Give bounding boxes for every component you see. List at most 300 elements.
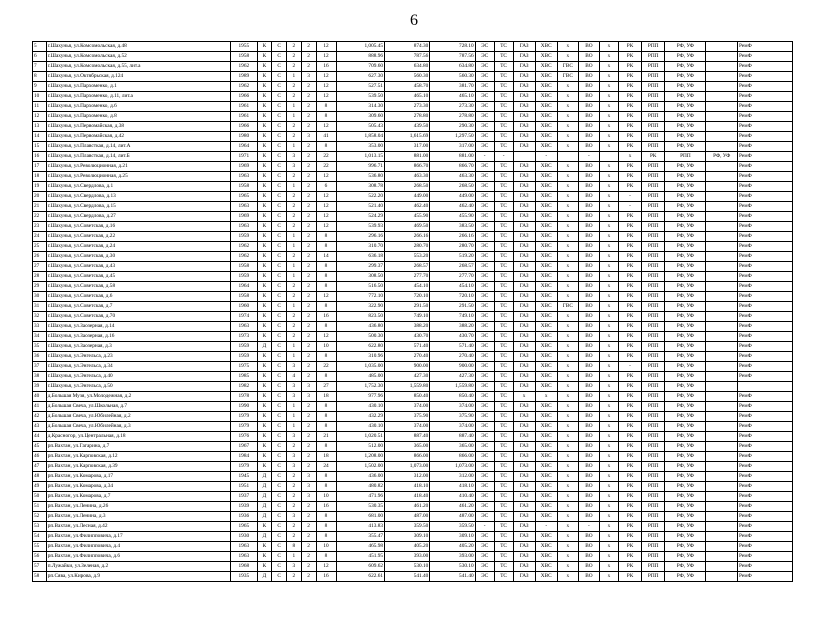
cell-chute: х bbox=[599, 112, 618, 122]
cell-facade: РФ, УФ bbox=[665, 302, 706, 312]
cell-sewerage: ВО bbox=[578, 82, 599, 92]
cell-row-number: 58 bbox=[33, 572, 47, 582]
cell-residential-area: 427.30 bbox=[430, 372, 475, 382]
cell-rpp: РПП bbox=[642, 382, 665, 392]
cell-year-built: 1959 bbox=[231, 272, 257, 282]
cell-year-built: 1962 bbox=[231, 242, 257, 252]
cell-rpp: РПП bbox=[642, 352, 665, 362]
cell-residential-area: 430.70 bbox=[430, 332, 475, 342]
cell-apartments: 8 bbox=[316, 522, 336, 532]
cell-heating: ТС bbox=[494, 52, 513, 62]
cell-facade: РФ, УФ bbox=[665, 282, 706, 292]
cell-sewerage: ВО bbox=[578, 322, 599, 332]
cell-cold-water: ХВС bbox=[535, 52, 557, 62]
cell-ownership: С bbox=[272, 312, 287, 322]
cell-rpp: РПП bbox=[642, 302, 665, 312]
cell-gas: ГАЗ bbox=[513, 292, 535, 302]
cell-heating: ТС bbox=[494, 382, 513, 392]
cell-facade: РФ, УФ bbox=[665, 132, 706, 142]
cell-sewerage: ВО bbox=[578, 332, 599, 342]
cell-residential-area: 881.00 bbox=[430, 152, 475, 162]
cell-sewerage: ВО bbox=[578, 112, 599, 122]
table-row bbox=[33, 512, 793, 522]
cell-heating: ТС bbox=[494, 302, 513, 312]
cell-residential-area: 560.30 bbox=[430, 72, 475, 82]
cell-rpp: РПП bbox=[642, 572, 665, 582]
cell-sewerage: ВО bbox=[578, 402, 599, 412]
cell-remark: РемФ bbox=[738, 52, 793, 62]
cell-year-built: 1964 bbox=[231, 282, 257, 292]
cell-repair-class: РК bbox=[618, 532, 641, 542]
cell-cold-water: х bbox=[535, 392, 557, 402]
cell-apartments: 8 bbox=[316, 322, 336, 332]
cell-total-area: 512.00 bbox=[336, 442, 384, 452]
table-row bbox=[33, 122, 793, 132]
cell-remark: РемФ bbox=[738, 72, 793, 82]
cell-rpp: РПП bbox=[642, 182, 665, 192]
cell-year-built: 1939 bbox=[231, 502, 257, 512]
cell-total-area: 308.50 bbox=[336, 272, 384, 282]
cell-total-area: 609.62 bbox=[336, 562, 384, 572]
cell-year-built: 1959 bbox=[231, 232, 257, 242]
cell-cold-water: ХВС bbox=[535, 172, 557, 182]
cell-repair-class: РК bbox=[618, 372, 641, 382]
cell-facade: РФ, УФ bbox=[665, 262, 706, 272]
cell-residential-area: 866.70 bbox=[430, 162, 475, 172]
cell-residential-area: 1,297.50 bbox=[430, 132, 475, 142]
cell-hot-water: х bbox=[557, 162, 578, 172]
cell-remark: РемФ bbox=[738, 452, 793, 462]
cell-living-area: 405.20 bbox=[385, 542, 430, 552]
cell-repair-class: РК bbox=[618, 132, 641, 142]
cell-remark: РемФ bbox=[738, 142, 793, 152]
cell-wall-material: К bbox=[257, 402, 272, 412]
cell-facade: РФ, УФ bbox=[665, 462, 706, 472]
cell-residential-area: 365.00 bbox=[430, 442, 475, 452]
cell-electricity: ЭС bbox=[475, 572, 494, 582]
cell-extra bbox=[706, 442, 738, 452]
cell-living-area: 273.30 bbox=[385, 102, 430, 112]
cell-address: г.Шахунья, ул.Пархоменко, д.11, лит.а bbox=[46, 92, 230, 102]
cell-hot-water: х bbox=[557, 142, 578, 152]
cell-repair-class: РК bbox=[618, 522, 641, 532]
cell-heating: ТС bbox=[494, 372, 513, 382]
cell-year-built: 1973 bbox=[231, 332, 257, 342]
cell-entrances: 2 bbox=[287, 482, 302, 492]
cell-electricity: ЭС bbox=[475, 62, 494, 72]
cell-facade: РФ, УФ bbox=[665, 292, 706, 302]
cell-cold-water: ХВС bbox=[535, 322, 557, 332]
table-row bbox=[33, 132, 793, 142]
cell-residential-area: 277.70 bbox=[430, 272, 475, 282]
cell-address: д.Красногор, ул.Центральная, д.18 bbox=[46, 432, 230, 442]
cell-total-area: 888.96 bbox=[336, 52, 384, 62]
cell-floors: 2 bbox=[301, 342, 316, 352]
cell-rpp: РПП bbox=[642, 162, 665, 172]
cell-chute: х bbox=[599, 572, 618, 582]
cell-heating: ТС bbox=[494, 562, 513, 572]
cell-electricity: ЭС bbox=[475, 172, 494, 182]
cell-facade: РФ, УФ bbox=[665, 162, 706, 172]
cell-gas: ГАЗ bbox=[513, 132, 535, 142]
cell-sewerage: ВО bbox=[578, 262, 599, 272]
cell-heating: ТС bbox=[494, 192, 513, 202]
cell-address: д.Большая Свеча, ул.Юбилейная, д.2 bbox=[46, 412, 230, 422]
cell-year-built: 1930 bbox=[231, 532, 257, 542]
cell-row-number: 31 bbox=[33, 302, 47, 312]
cell-ownership: С bbox=[272, 542, 287, 552]
cell-total-area: 296.16 bbox=[336, 232, 384, 242]
cell-repair-class: РК bbox=[618, 482, 641, 492]
cell-facade: РФ, УФ bbox=[665, 92, 706, 102]
cell-heating: ТС bbox=[494, 112, 513, 122]
cell-entrances: 1 bbox=[287, 552, 302, 562]
cell-living-area: 487.00 bbox=[385, 512, 430, 522]
cell-chute: х bbox=[599, 412, 618, 422]
cell-extra bbox=[706, 52, 738, 62]
cell-address: рп.Вахтан, ул.Карповская, д.39 bbox=[46, 462, 230, 472]
cell-electricity: ЭС bbox=[475, 392, 494, 402]
cell-living-area: 1,559.80 bbox=[385, 382, 430, 392]
cell-apartments: 27 bbox=[316, 382, 336, 392]
cell-cold-water: ХВС bbox=[535, 62, 557, 72]
cell-extra bbox=[706, 562, 738, 572]
table-row bbox=[33, 492, 793, 502]
cell-sewerage: ВО bbox=[578, 492, 599, 502]
cell-sewerage: ВО bbox=[578, 132, 599, 142]
cell-row-number: 44 bbox=[33, 432, 47, 442]
cell-electricity: ЭС bbox=[475, 202, 494, 212]
cell-gas: ГАЗ bbox=[513, 342, 535, 352]
cell-gas: ГАЗ bbox=[513, 302, 535, 312]
cell-chute: х bbox=[599, 432, 618, 442]
cell-entrances: 3 bbox=[287, 392, 302, 402]
cell-repair-class: РК bbox=[618, 442, 641, 452]
cell-entrances: 2 bbox=[287, 52, 302, 62]
cell-cold-water: ХВС bbox=[535, 422, 557, 432]
cell-cold-water: ХВС bbox=[535, 182, 557, 192]
cell-chute: х bbox=[599, 142, 618, 152]
cell-remark: РемФ bbox=[738, 362, 793, 372]
cell-year-built: 1958 bbox=[231, 262, 257, 272]
cell-entrances: 1 bbox=[287, 302, 302, 312]
cell-year-built: 1958 bbox=[231, 182, 257, 192]
cell-year-built: 1963 bbox=[231, 202, 257, 212]
cell-hot-water: х bbox=[557, 462, 578, 472]
cell-repair-class: РК bbox=[618, 212, 641, 222]
cell-floors: 2 bbox=[301, 142, 316, 152]
cell-repair-class: - bbox=[618, 202, 641, 212]
cell-apartments: 12 bbox=[316, 222, 336, 232]
cell-gas: ГАЗ bbox=[513, 62, 535, 72]
cell-sewerage: ВО bbox=[578, 482, 599, 492]
cell-repair-class: РК bbox=[618, 62, 641, 72]
cell-electricity: ЭС bbox=[475, 552, 494, 562]
cell-gas: ГАЗ bbox=[513, 352, 535, 362]
table-row bbox=[33, 392, 793, 402]
cell-entrances: 1 bbox=[287, 142, 302, 152]
cell-residential-area: 728.10 bbox=[430, 42, 475, 52]
cell-extra bbox=[706, 192, 738, 202]
cell-address: д.Большая Свеча, ул.Юбилейная, д.3 bbox=[46, 422, 230, 432]
cell-wall-material: К bbox=[257, 312, 272, 322]
cell-extra bbox=[706, 522, 738, 532]
cell-living-area: 418.10 bbox=[385, 482, 430, 492]
cell-heating: - bbox=[494, 152, 513, 162]
cell-repair-class: РК bbox=[618, 572, 641, 582]
cell-row-number: 45 bbox=[33, 442, 47, 452]
cell-gas: ГАЗ bbox=[513, 502, 535, 512]
cell-heating: ТС bbox=[494, 222, 513, 232]
cell-facade: РФ, УФ bbox=[665, 62, 706, 72]
cell-repair-class: РК bbox=[618, 172, 641, 182]
cell-heating: ТС bbox=[494, 492, 513, 502]
cell-floors: 2 bbox=[301, 222, 316, 232]
cell-floors: 2 bbox=[301, 552, 316, 562]
cell-entrances: 2 bbox=[287, 222, 302, 232]
cell-heating: ТС bbox=[494, 132, 513, 142]
cell-cold-water: ХВС bbox=[535, 72, 557, 82]
cell-cold-water: ХВС bbox=[535, 102, 557, 112]
cell-extra bbox=[706, 122, 738, 132]
cell-entrances: 1 bbox=[287, 102, 302, 112]
table-row bbox=[33, 332, 793, 342]
table-row bbox=[33, 432, 793, 442]
cell-extra bbox=[706, 112, 738, 122]
cell-wall-material: К bbox=[257, 322, 272, 332]
cell-heating: ТС bbox=[494, 312, 513, 322]
cell-hot-water: х bbox=[557, 562, 578, 572]
cell-row-number: 35 bbox=[33, 342, 47, 352]
cell-row-number: 8 bbox=[33, 72, 47, 82]
cell-rpp: РПП bbox=[642, 282, 665, 292]
cell-total-area: 622.61 bbox=[336, 572, 384, 582]
cell-hot-water: х bbox=[557, 372, 578, 382]
cell-rpp: РПП bbox=[642, 422, 665, 432]
cell-rpp: РПП bbox=[642, 532, 665, 542]
cell-extra bbox=[706, 372, 738, 382]
cell-year-built: 1963 bbox=[231, 542, 257, 552]
cell-ownership: С bbox=[272, 62, 287, 72]
cell-living-area: 462.40 bbox=[385, 202, 430, 212]
cell-ownership: С bbox=[272, 412, 287, 422]
cell-wall-material: К bbox=[257, 372, 272, 382]
cell-hot-water: х bbox=[557, 272, 578, 282]
cell-rpp: РПП bbox=[642, 472, 665, 482]
cell-residential-area: 454.10 bbox=[430, 282, 475, 292]
cell-sewerage: ВО bbox=[578, 172, 599, 182]
cell-extra bbox=[706, 422, 738, 432]
cell-chute: х bbox=[599, 172, 618, 182]
table-row bbox=[33, 522, 793, 532]
cell-floors: 2 bbox=[301, 312, 316, 322]
cell-cold-water: ХВС bbox=[535, 242, 557, 252]
cell-rpp: РПП bbox=[642, 292, 665, 302]
cell-total-area: 516.50 bbox=[336, 282, 384, 292]
cell-heating: ТС bbox=[494, 572, 513, 582]
cell-extra bbox=[706, 202, 738, 212]
cell-remark: РемФ bbox=[738, 202, 793, 212]
table-row bbox=[33, 232, 793, 242]
cell-gas: ГАЗ bbox=[513, 492, 535, 502]
cell-facade: РФ, УФ bbox=[665, 452, 706, 462]
cell-ownership: С bbox=[272, 142, 287, 152]
cell-rpp: РПП bbox=[642, 512, 665, 522]
cell-apartments: 8 bbox=[316, 272, 336, 282]
cell-year-built: 1982 bbox=[231, 382, 257, 392]
cell-remark: РемФ bbox=[738, 152, 793, 162]
cell-address: г.Шахунья, ул.Революционная, д.25 bbox=[46, 172, 230, 182]
table-row bbox=[33, 182, 793, 192]
cell-row-number: 53 bbox=[33, 522, 47, 532]
cell-total-area: 622.80 bbox=[336, 342, 384, 352]
cell-gas: ГАЗ bbox=[513, 532, 535, 542]
cell-rpp: РПП bbox=[642, 202, 665, 212]
cell-remark: РемФ bbox=[738, 292, 793, 302]
cell-living-area: 850.40 bbox=[385, 392, 430, 402]
cell-gas: ГАЗ bbox=[513, 312, 535, 322]
cell-extra bbox=[706, 342, 738, 352]
cell-remark: РемФ bbox=[738, 252, 793, 262]
cell-apartments: 10 bbox=[316, 342, 336, 352]
cell-facade: РФ, УФ bbox=[665, 312, 706, 322]
cell-ownership: С bbox=[272, 82, 287, 92]
cell-apartments: 12 bbox=[316, 92, 336, 102]
cell-address: рп.Вахтан, ул.Филипповича, д.4 bbox=[46, 542, 230, 552]
cell-year-built: 1936 bbox=[231, 512, 257, 522]
cell-sewerage: ВО bbox=[578, 312, 599, 322]
table-row bbox=[33, 292, 793, 302]
cell-residential-area: 381.70 bbox=[430, 82, 475, 92]
cell-entrances: 2 bbox=[287, 202, 302, 212]
cell-row-number: 48 bbox=[33, 472, 47, 482]
cell-living-area: 900.00 bbox=[385, 362, 430, 372]
cell-entrances: 3 bbox=[287, 152, 302, 162]
table-row bbox=[33, 192, 793, 202]
cell-total-area: 539.93 bbox=[336, 222, 384, 232]
cell-electricity: ЭС bbox=[475, 342, 494, 352]
cell-apartments: 8 bbox=[316, 352, 336, 362]
cell-wall-material: К bbox=[257, 142, 272, 152]
cell-living-area: 268.57 bbox=[385, 262, 430, 272]
cell-hot-water: х bbox=[557, 52, 578, 62]
cell-gas: ГАЗ bbox=[513, 222, 535, 232]
cell-entrances: 3 bbox=[287, 162, 302, 172]
cell-chute: х bbox=[599, 482, 618, 492]
cell-residential-area: 465.10 bbox=[430, 92, 475, 102]
cell-rpp: РПП bbox=[642, 322, 665, 332]
cell-wall-material: К bbox=[257, 242, 272, 252]
cell-cold-water: ХВС bbox=[535, 462, 557, 472]
cell-wall-material: К bbox=[257, 462, 272, 472]
table-row bbox=[33, 472, 793, 482]
cell-repair-class: х bbox=[618, 152, 641, 162]
cell-total-area: 309.60 bbox=[336, 112, 384, 122]
cell-rpp: РПП bbox=[642, 212, 665, 222]
cell-floors: 3 bbox=[301, 392, 316, 402]
cell-floors: 2 bbox=[301, 92, 316, 102]
cell-entrances: 2 bbox=[287, 122, 302, 132]
cell-remark: РемФ bbox=[738, 492, 793, 502]
cell-facade: РФ, УФ bbox=[665, 532, 706, 542]
cell-living-area: 874.30 bbox=[385, 42, 430, 52]
cell-ownership: С bbox=[272, 202, 287, 212]
cell-total-area: 355.47 bbox=[336, 532, 384, 542]
cell-facade: РФ, УФ bbox=[665, 122, 706, 132]
cell-chute: х bbox=[599, 132, 618, 142]
cell-electricity: ЭС bbox=[475, 182, 494, 192]
cell-floors: 2 bbox=[301, 442, 316, 452]
cell-residential-area: 787.56 bbox=[430, 52, 475, 62]
cell-cold-water: ХВС bbox=[535, 502, 557, 512]
cell-rpp: РПП bbox=[642, 492, 665, 502]
cell-hot-water: х bbox=[557, 172, 578, 182]
cell-hot-water: х bbox=[557, 112, 578, 122]
cell-remark: РемФ bbox=[738, 92, 793, 102]
cell-residential-area: 455.90 bbox=[430, 212, 475, 222]
cell-chute: х bbox=[599, 62, 618, 72]
cell-repair-class: РК bbox=[618, 312, 641, 322]
cell-repair-class: РК bbox=[618, 472, 641, 482]
cell-cold-water: ХВС bbox=[535, 412, 557, 422]
cell-chute: х bbox=[599, 382, 618, 392]
cell-repair-class: РК bbox=[618, 242, 641, 252]
cell-sewerage: ВО bbox=[578, 62, 599, 72]
cell-hot-water: х bbox=[557, 542, 578, 552]
cell-address: г.Шахунья, ул.Советская, д.43 bbox=[46, 262, 230, 272]
cell-rpp: РПП bbox=[642, 232, 665, 242]
cell-total-area: 536.80 bbox=[336, 172, 384, 182]
cell-facade: РФ, УФ bbox=[665, 352, 706, 362]
cell-floors: 2 bbox=[301, 402, 316, 412]
table-row bbox=[33, 112, 793, 122]
cell-total-area: 308.78 bbox=[336, 182, 384, 192]
cell-wall-material: К bbox=[257, 422, 272, 432]
cell-extra bbox=[706, 412, 738, 422]
cell-facade: РФ, УФ bbox=[665, 382, 706, 392]
cell-heating: ТС bbox=[494, 522, 513, 532]
cell-total-area: 471.96 bbox=[336, 492, 384, 502]
cell-apartments: 16 bbox=[316, 312, 336, 322]
cell-sewerage: ВО bbox=[578, 532, 599, 542]
cell-facade: РФ, УФ bbox=[665, 172, 706, 182]
cell-chute: х bbox=[599, 92, 618, 102]
cell-total-area: 1,752.30 bbox=[336, 382, 384, 392]
cell-electricity: ЭС bbox=[475, 52, 494, 62]
cell-remark: РемФ bbox=[738, 352, 793, 362]
cell-extra bbox=[706, 62, 738, 72]
cell-living-area: 887.40 bbox=[385, 432, 430, 442]
cell-facade: РПП bbox=[665, 152, 706, 162]
cell-extra bbox=[706, 262, 738, 272]
cell-total-area: 430.10 bbox=[336, 402, 384, 412]
cell-ownership: С bbox=[272, 162, 287, 172]
cell-facade: РФ, УФ bbox=[665, 212, 706, 222]
cell-repair-class: РК bbox=[618, 562, 641, 572]
cell-extra bbox=[706, 172, 738, 182]
cell-row-number: 46 bbox=[33, 452, 47, 462]
cell-apartments: 12 bbox=[316, 212, 336, 222]
cell-total-area: 524.29 bbox=[336, 212, 384, 222]
table-row bbox=[33, 82, 793, 92]
cell-chute: х bbox=[599, 72, 618, 82]
cell-hot-water: х bbox=[557, 312, 578, 322]
cell-row-number: 15 bbox=[33, 142, 47, 152]
table-row bbox=[33, 352, 793, 362]
cell-cold-water: ХВС bbox=[535, 312, 557, 322]
cell-extra bbox=[706, 212, 738, 222]
cell-residential-area: 383.50 bbox=[430, 222, 475, 232]
